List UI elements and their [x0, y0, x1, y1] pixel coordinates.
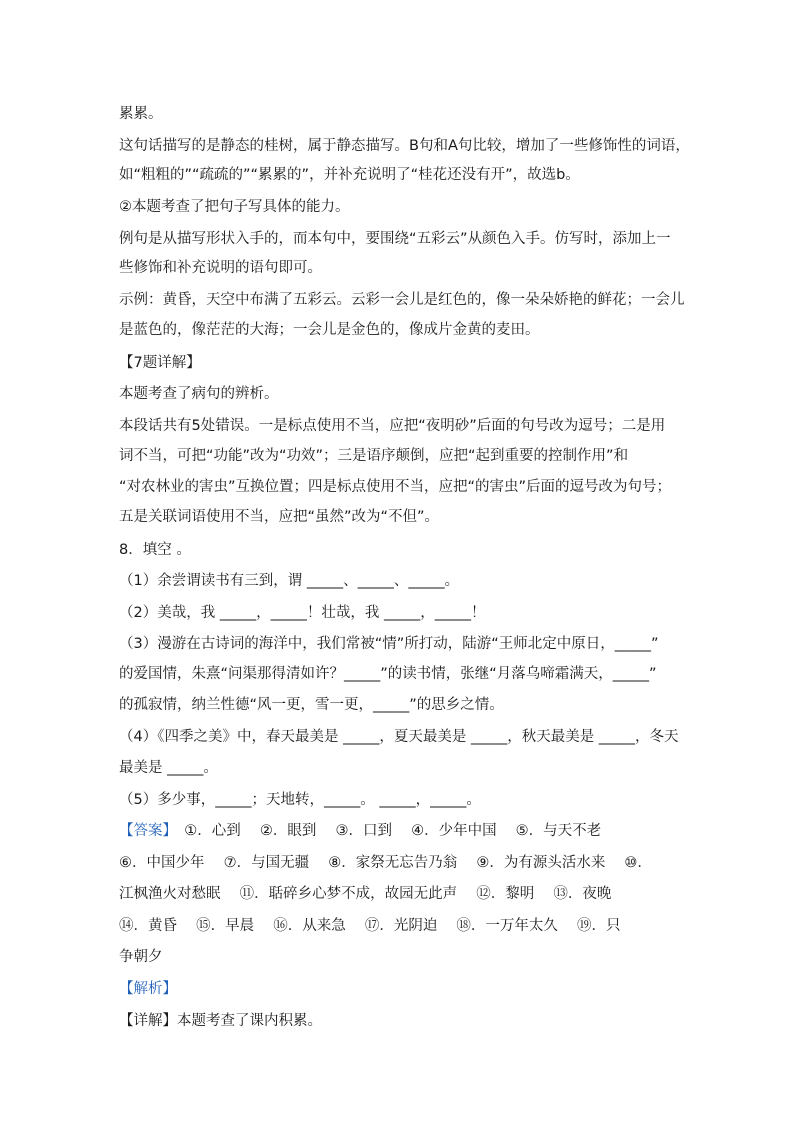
analysis-detail: 【详解】本题考查了课内积累。	[119, 1013, 322, 1029]
text-line: 些修饰和补充说明的语句即可。	[119, 260, 322, 276]
text-line: 是蓝色的，像茫茫的大海；一会儿是金色的，像成片金黄的麦田。	[119, 322, 540, 338]
question-item: 最美是 _____。	[119, 760, 218, 776]
section-heading: 【7题详解】	[119, 355, 201, 371]
answer-row	[119, 821, 679, 841]
text-line: ②本题考查了把句子写具体的能力。	[119, 199, 350, 215]
text-line: 本段话共有5处错误。一是标点使用不当，应把“夜明砂”后面的句号改为逗号；二是用	[119, 418, 666, 434]
answer-line: ⑭．黄昏 ⑮．早晨 ⑯．从来急 ⑰．光阴迫 ⑱．一万年太久 ⑲．只	[119, 918, 621, 934]
text-line: 累累。	[119, 106, 163, 122]
question-item: 的爱国情，朱熹“问渠那得清如许？_____”的读书情，张继“月落乌啼霜满天，_____”	[119, 666, 657, 682]
text-line: 本题考查了病句的辨析。	[119, 386, 279, 402]
question-item: 的孤寂情，纳兰性德“风一更，雪一更，_____”的思乡之情。	[119, 697, 504, 713]
answer-line: 争朝夕	[119, 949, 163, 965]
text-line: 如“粗粗的”“疏疏的”“累累的”，并补充说明了“桂花还没有开”，故选b。	[119, 167, 580, 183]
analysis-tag: 【解析】	[119, 981, 177, 997]
answer-line: ①．心到 ②．眼到 ③．口到 ④．少年中国 ⑤．与天不老	[184, 823, 602, 839]
text-line: 词不当，可把“功能”改为“功效”；三是语序颠倒，应把“起到重要的控制作用”和	[119, 448, 629, 464]
text-line: 例句是从描写形状入手的，而本句中，要围绕“五彩云”从颜色入手。仿写时，添加上一	[119, 231, 671, 247]
answer-line: ⑥．中国少年 ⑦．与国无疆 ⑧．家祭无忘告乃翁 ⑨．为有源头活水来 ⑩．	[119, 855, 652, 871]
text-line: 五是关联词语使用不当，应把“虽然”改为“不但”。	[119, 509, 440, 525]
question-item: （5）多少事，_____；天地转，_____。 _____，_____。	[119, 792, 481, 808]
text-line: “对农林业的害虫”互换位置；四是标点使用不当，应把“的害虫”后面的逗号改为句号；	[119, 479, 672, 495]
question-item: （2）美哉，我 _____，_____！壮哉，我 _____，_____！	[119, 605, 486, 621]
text-line: 这句话描写的是静态的桂树，属于静态描写。B句和A句比较，增加了一些修饰性的词语，	[119, 138, 690, 154]
question-item: （4）《四季之美》中，春天最美是 _____，夏天最美是 _____，秋天最美是 _____，冬天	[119, 729, 679, 745]
question-item: （3）漫游在古诗词的海洋中，我们常被“情”所打动，陆游“王师北定中原日，_____”	[119, 636, 659, 652]
answer-tag: 【答案】	[119, 823, 170, 839]
question-item: （1）余尝谓读书有三到，谓 _____、_____、_____。	[119, 573, 460, 589]
answer-line: 江枫渔火对愁眠 ⑪．聒碎乡心梦不成，故园无此声 ⑫．黎明 ⑬．夜晚	[119, 886, 612, 902]
question-title: 8．填空 。	[119, 542, 191, 558]
text-line: 示例：黄昏，天空中布满了五彩云。云彩一会儿是红色的，像一朵朵娇艳的鲜花；一会儿	[119, 292, 685, 308]
